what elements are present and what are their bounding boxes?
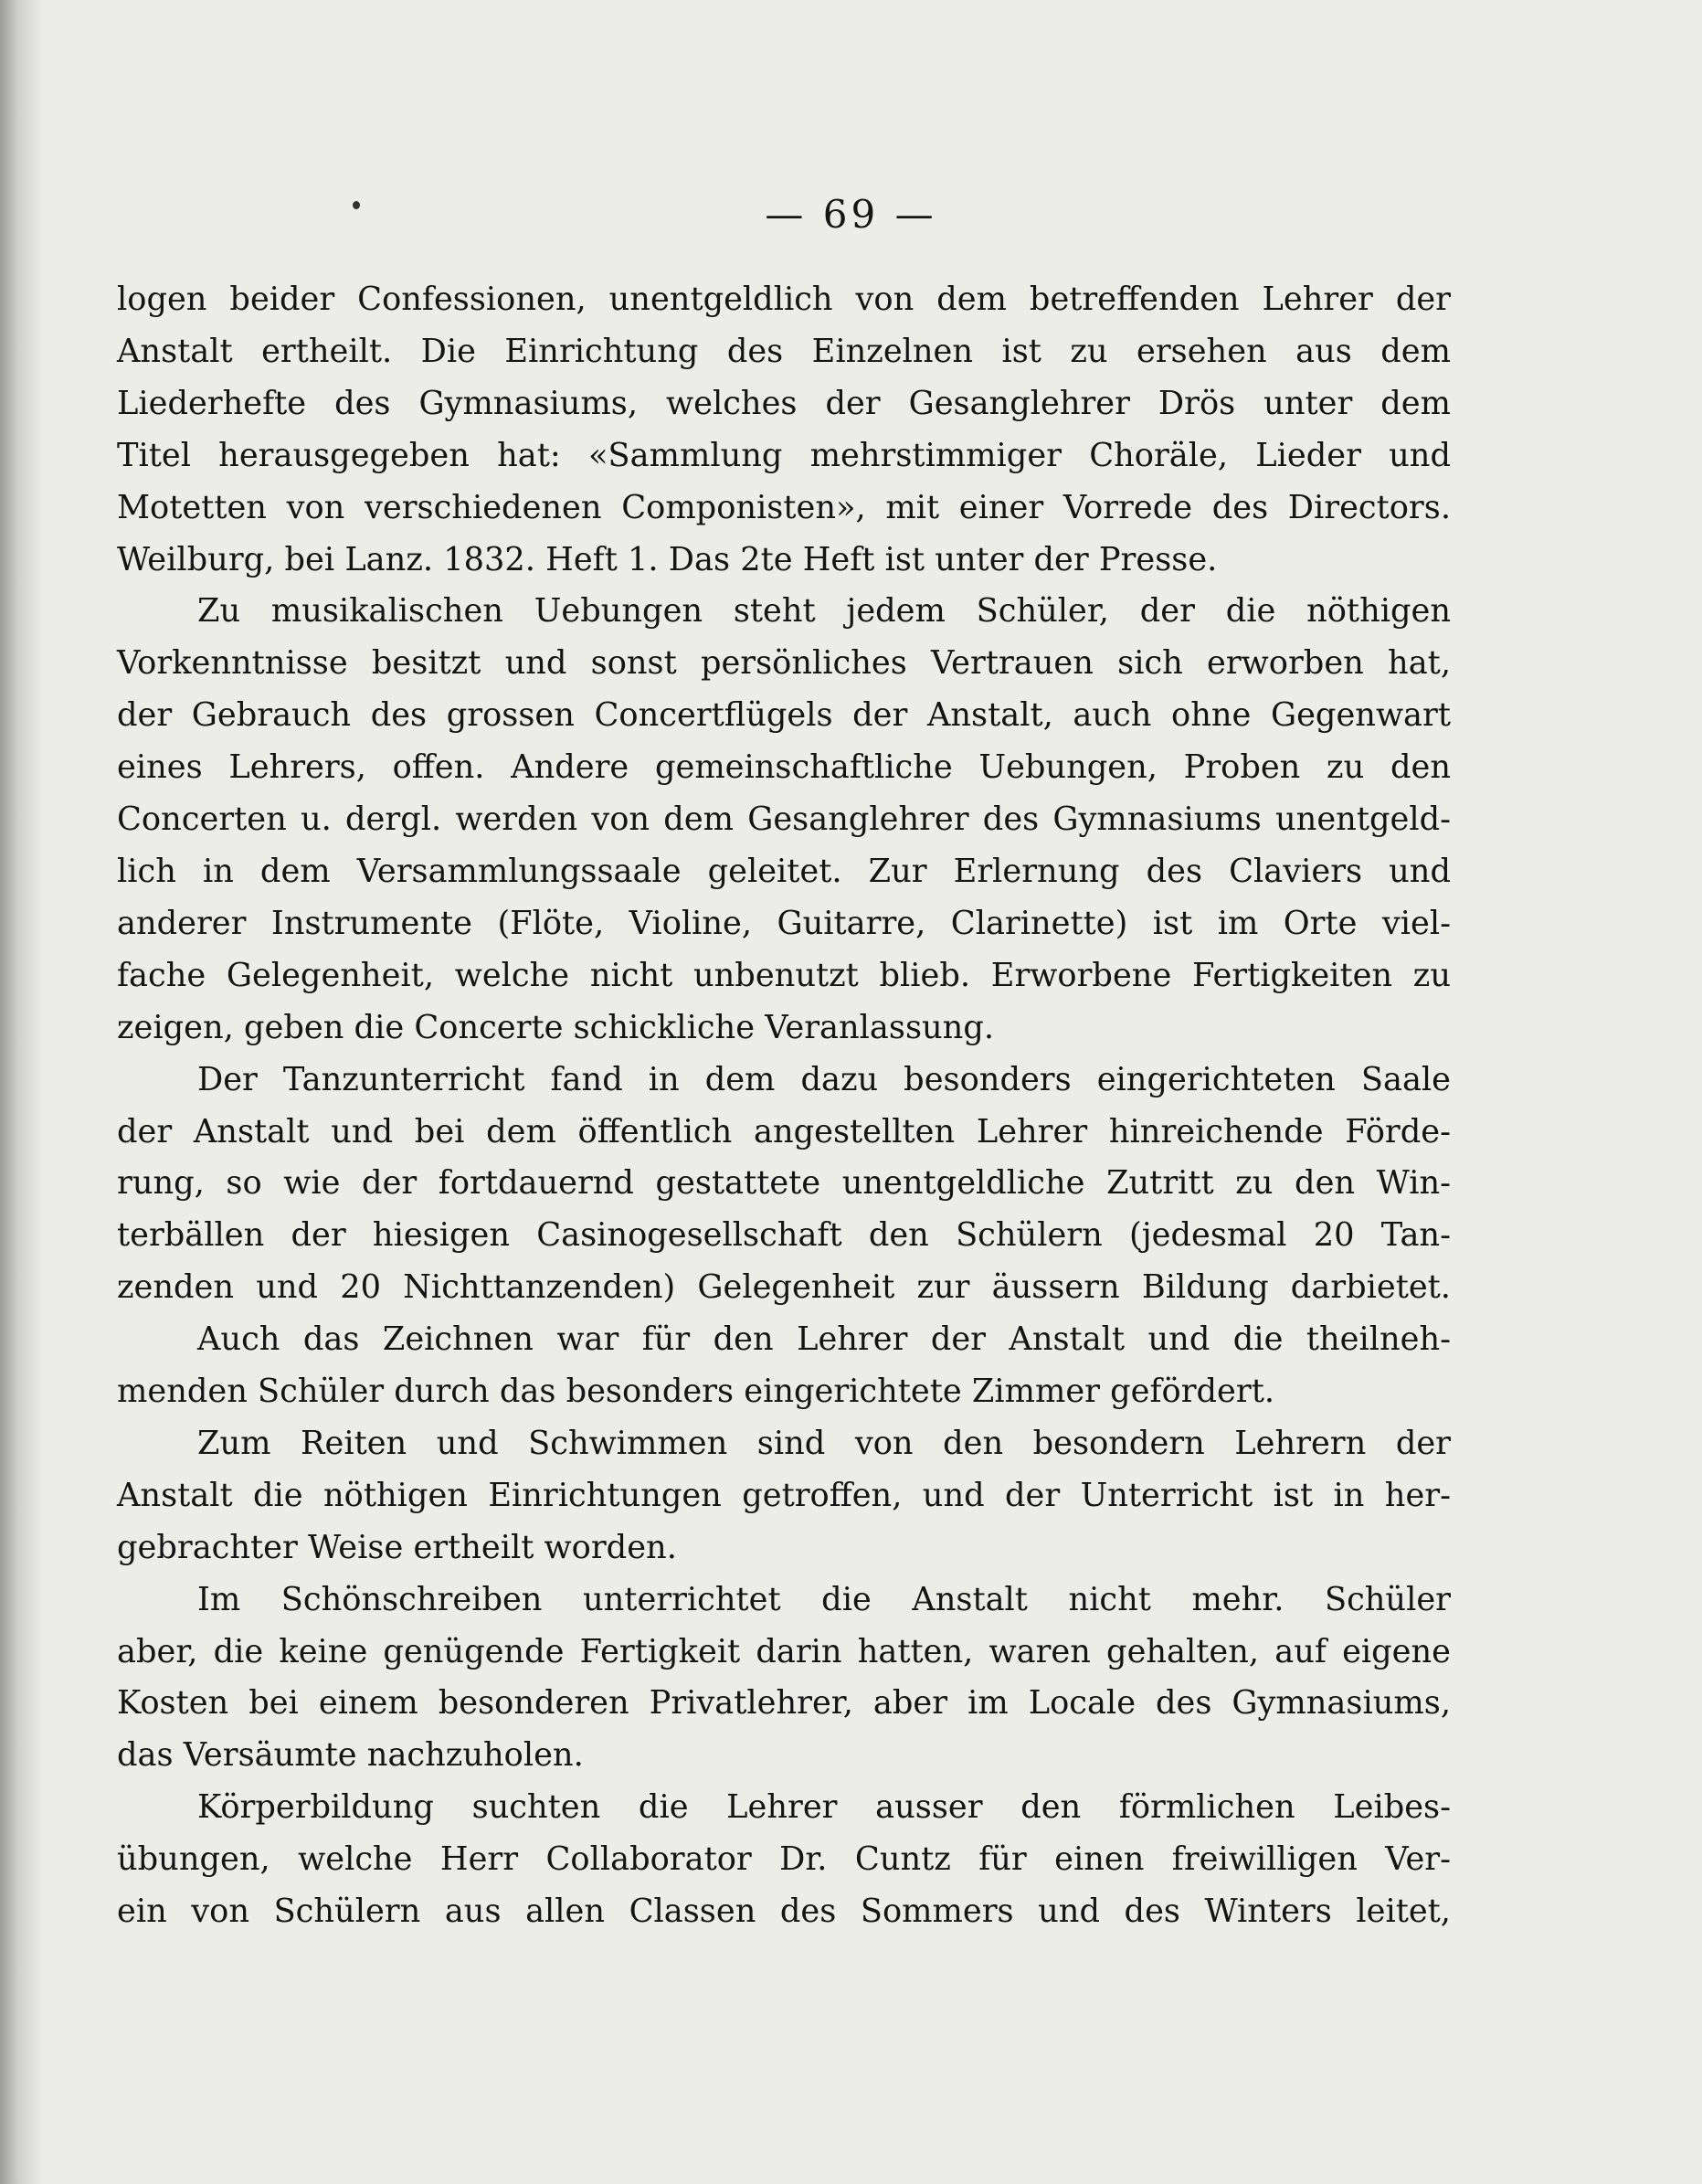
body-text bbox=[117, 274, 1451, 1938]
text-line: lich in dem Versammlungssaale geleitet. Zur Erlernung des Claviers und bbox=[117, 852, 1451, 890]
text-line: Im Schönschreiben unterrichtet die Anstalt nicht mehr. Schüler bbox=[197, 1580, 1451, 1618]
text-line: fache Gelegenheit, welche nicht unbenutzt blieb. Erworbene Fertigkeiten zu bbox=[117, 956, 1451, 994]
text-line: zeigen, geben die Concerte schickliche Veranlassung. bbox=[117, 1008, 995, 1046]
text-line: der Gebrauch des grossen Concertflügels der Anstalt, auch ohne Gegenwart bbox=[117, 696, 1451, 735]
text-line: das Versäumte nachzuholen. bbox=[117, 1736, 584, 1775]
text-line: Der Tanzunterricht fand in dem dazu besonders eingerichteten Saale bbox=[197, 1060, 1451, 1098]
text-line: Anstalt die nöthigen Einrichtungen getroffen, und der Unterricht ist in her- bbox=[117, 1476, 1451, 1514]
text-line: ein von Schülern aus allen Classen des Sommers und des Winters leitet, bbox=[117, 1892, 1451, 1931]
text-line: Titel herausgegeben hat: «Sammlung mehrstimmiger Choräle, Lieder und bbox=[117, 436, 1451, 474]
text-line: eines Lehrers, offen. Andere gemeinschaftliche Uebungen, Proben zu den bbox=[117, 748, 1451, 787]
text-line: Vorkenntnisse besitzt und sonst persönliches Vertrauen sich erworben hat, bbox=[117, 644, 1451, 683]
text-line: rung, so wie der fortdauernd gestattete unentgeldliche Zutritt zu den Win- bbox=[117, 1164, 1451, 1203]
text-line: Anstalt ertheilt. Die Einrichtung des Einzelnen ist zu ersehen aus dem bbox=[117, 332, 1451, 370]
text-line: Weilburg, bei Lanz. 1832. Heft 1. Das 2te Heft ist unter der Presse. bbox=[117, 540, 1218, 578]
text-line: Zu musikalischen Uebungen steht jedem Schüler, der die nöthigen bbox=[197, 592, 1451, 631]
text-line: Körperbildung suchten die Lehrer ausser den förmlichen Leibes- bbox=[197, 1788, 1451, 1827]
text-line: gebrachter Weise ertheilt worden. bbox=[117, 1528, 677, 1566]
text-line: Zum Reiten und Schwimmen sind von den besondern Lehrern der bbox=[197, 1424, 1451, 1462]
text-line: Motetten von verschiedenen Componisten», mit einer Vorrede des Directors. bbox=[117, 488, 1451, 526]
text-line: logen beider Confessionen, unentgeldlich von dem betreffenden Lehrer der bbox=[117, 281, 1451, 318]
text-line: anderer Instrumente (Flöte, Violine, Guitarre, Clarinette) ist im Orte viel- bbox=[117, 904, 1451, 942]
text-line: der Anstalt und bei dem öffentlich angestellten Lehrer hinreichende Förde- bbox=[117, 1112, 1451, 1150]
text-line: aber, die keine genügende Fertigkeit darin hatten, waren gehalten, auf eigene bbox=[117, 1632, 1451, 1670]
text-line: zenden und 20 Nichttanzenden) Gelegenheit zur äussern Bildung darbietet. bbox=[117, 1268, 1451, 1307]
page-number: — 69 — bbox=[765, 192, 937, 237]
text-line: Concerten u. dergl. werden von dem Gesanglehrer des Gymnasiums unentgeld- bbox=[117, 800, 1451, 839]
text-line: Liederhefte des Gymnasiums, welches der Gesanglehrer Drös unter dem bbox=[117, 384, 1451, 422]
page-gutter-shadow bbox=[0, 0, 44, 2184]
text-line: Kosten bei einem besonderen Privatlehrer, aber im Locale des Gymnasiums, bbox=[117, 1684, 1451, 1723]
text-line: terbällen der hiesigen Casinogesellschaft den Schülern (jedesmal 20 Tan- bbox=[117, 1216, 1451, 1255]
text-line: menden Schüler durch das besonders eingerichtete Zimmer gefördert. bbox=[117, 1373, 1275, 1411]
text-line: übungen, welche Herr Collaborator Dr. Cuntz für einen freiwilligen Ver- bbox=[117, 1840, 1451, 1879]
text-line: Auch das Zeichnen war für den Lehrer der Anstalt und die theilneh- bbox=[197, 1320, 1451, 1359]
